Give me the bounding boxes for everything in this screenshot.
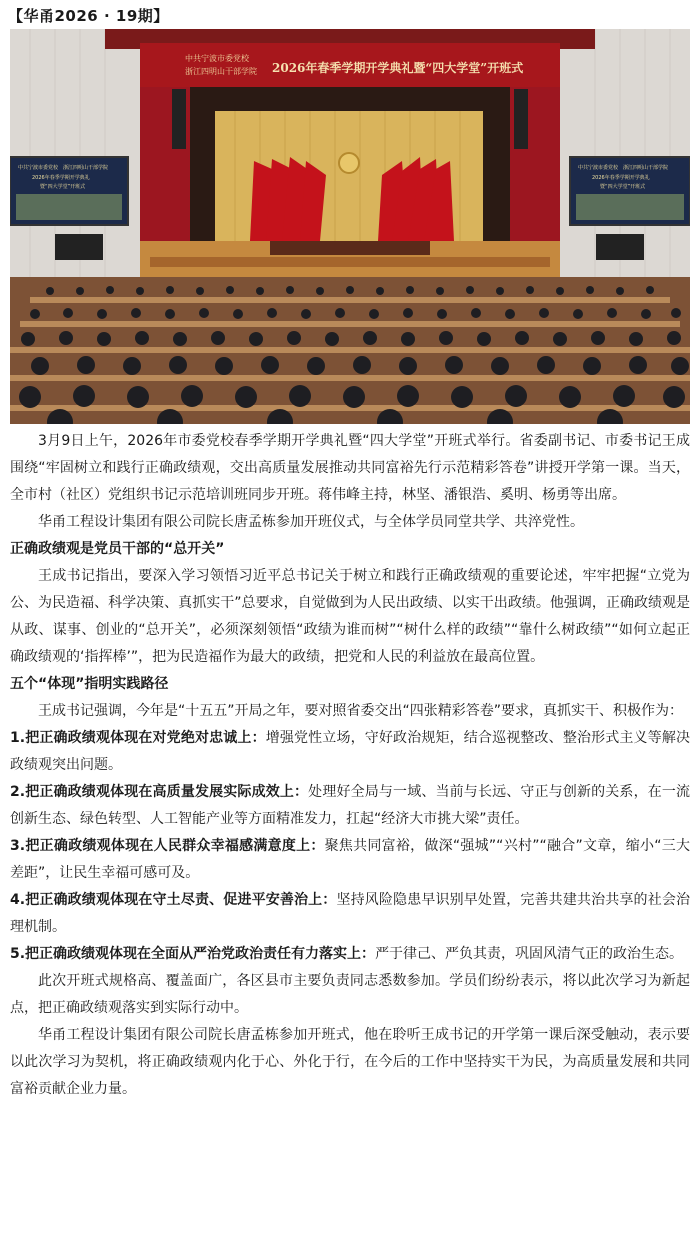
list-item — [10, 833, 690, 887]
paragraph: 华甬工程设计集团有限公司院长唐孟栋参加开班式，他在聆听王成书记的开学第一课后深受触动，表示要以此次学习为契机，将正确政绩观内化于心、外化于行，在今后的工作中坚持实干为民，为高质量发展和共同富裕贡献企业力量。 — [10, 1027, 690, 1097]
list-item-text: 聚焦共同富裕，做深“强城”“兴村”“融合”文章，缩小“三大差距”，让民生幸福可感可及。 — [10, 838, 690, 881]
list-item — [10, 887, 690, 941]
list-item-text: 增强党性立场，守好政治规矩，结合巡视整改、整治形式主义等解决政绩观突出问题。 — [10, 730, 690, 773]
list-item-lead: 4.把正确政绩观体现在守土尽责、促进平安善治上： — [10, 892, 337, 908]
section-heading: 五个“体现”指明实践路径 — [10, 676, 169, 692]
right-screen-line-1: 中共宁波市委党校 浙江四明山干部学院 — [578, 165, 669, 171]
list-item-lead: 5.把正确政绩观体现在全面从严治党政治责任有力落实上： — [10, 946, 376, 962]
list-item-lead: 3.把正确政绩观体现在人民群众幸福感满意度上： — [10, 838, 325, 854]
ceremony-photo — [10, 29, 690, 424]
section-heading: 正确政绩观是党员干部的“总开关” — [10, 541, 225, 557]
article-body — [10, 428, 690, 1103]
list-item-text: 坚持风险隐患早识别早处置，完善共建共治共享的社会治理机制。 — [10, 892, 690, 935]
list-item — [10, 779, 690, 833]
right-screen-line-2: 2026年春季学期开学典礼 — [592, 175, 650, 181]
paragraph: 华甬工程设计集团有限公司院长唐孟栋参加开班仪式，与全体学员同堂共学、共淬党性。 — [38, 514, 584, 530]
banner-title: 2026年春季学期开学典礼暨“四大学堂”开班式 — [272, 61, 524, 75]
left-screen-line-1: 中共宁波市委党校 浙江四明山干部学院 — [18, 165, 109, 171]
list-item-text: 处理好全局与一域、当前与长远、守正与创新的关系，在一流创新生态、绿色转型、人工智能产业等方面精准发力，扛起“经济大市挑大梁”责任。 — [10, 784, 691, 827]
paragraph: 王成书记强调，今年是“十五五”开局之年，要对照省委交出“四张精彩答卷”要求，真抓实干、积极作为： — [38, 703, 684, 719]
banner-org-1: 中共宁波市委党校 — [185, 54, 249, 63]
list-item-lead: 1.把正确政绩观体现在对党绝对忠诚上： — [10, 730, 266, 746]
left-screen-line-2: 2026年春季学期开学典礼 — [32, 175, 90, 181]
issue-label: 【华甬2026 · 19期】 — [8, 7, 169, 25]
list-item-text: 严于律己、严负其责，巩固风清气正的政治生态。 — [375, 946, 684, 962]
paragraph: 3月9日上午，2026年市委党校春季学期开学典礼暨“四大学堂”开班式举行。省委副书记、市委书记王成围绕“牢固树立和践行正确政绩观，交出高质量发展推动共同富裕先行示范精彩答卷”讲授开学第一课。当天，全市村（社区）党组织书记示范培训班同步开班。蒋伟峰主持，林坚、潘银浩、奚明、杨勇等出席。 — [10, 433, 690, 503]
list-item-lead: 2.把正确政绩观体现在高质量发展实际成效上： — [10, 784, 309, 800]
paragraph: 王成书记指出，要深入学习领悟习近平总书记关于树立和践行正确政绩观的重要论述，牢牢把握“立党为公、为民造福、科学决策、真抓实干”总要求，自觉做到为人民出政绩、以实干出政绩。他强调，正确政绩观是从政、谋事、创业的“总开关”，必须深刻领悟“政绩为谁而树”“树什么样的政绩”“靠什么树政绩”“如何立起正确政绩观的‘指挥棒’”，把为民造福作为最大的政绩，把党和人民的利益放在最高位置。 — [10, 568, 690, 665]
paragraph: 此次开班式规格高、覆盖面广，各区县市主要负责同志悉数参加。学员们纷纷表示，将以此次学习为新起点，把正确政绩观落实到实际行动中。 — [10, 973, 690, 1016]
left-screen-line-3: 暨“四大学堂”开班式 — [40, 184, 86, 190]
right-screen-line-3: 暨“四大学堂”开班式 — [600, 184, 646, 190]
list-item — [10, 725, 690, 779]
list-item — [10, 941, 690, 968]
banner-org-2: 浙江四明山干部学院 — [185, 67, 257, 76]
